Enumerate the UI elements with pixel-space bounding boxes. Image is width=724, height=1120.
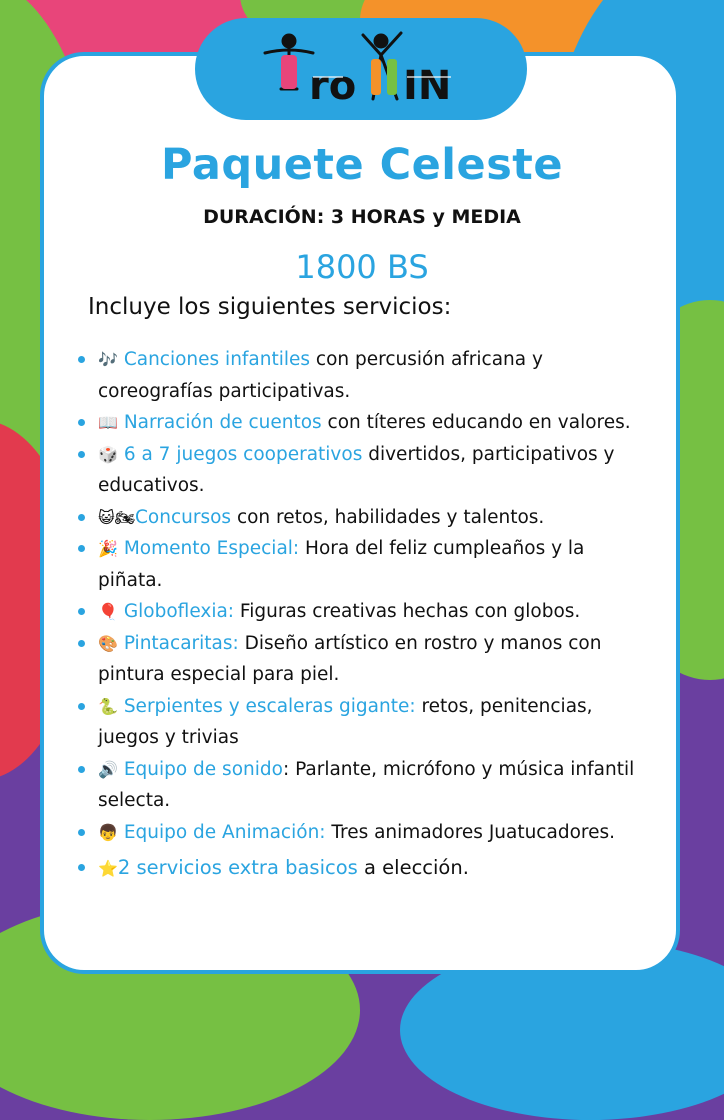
list-item — [74, 533, 654, 596]
list-item — [74, 628, 654, 691]
service-description: Tres animadores Juatucadores. — [325, 821, 615, 843]
service-highlight: 2 servicios extra basicos — [117, 856, 358, 879]
service-highlight: Narración de cuentos — [123, 412, 322, 433]
balloon-icon: 🎈 — [98, 602, 118, 621]
service-description: retos, penitencias, juegos y trivias — [98, 695, 593, 748]
logo-badge — [195, 18, 527, 120]
service-description: a elección. — [357, 856, 469, 879]
service-highlight: Equipo de Animación: — [123, 821, 326, 843]
list-item — [74, 852, 654, 885]
service-highlight: Concursos — [135, 506, 232, 528]
boy-icon: 👦 — [98, 822, 118, 842]
service-description: Hora del feliz cumpleaños y la piñata. — [98, 538, 585, 591]
price-text: 1800 BS — [295, 248, 429, 286]
palette-icon: 🎨 — [98, 633, 118, 653]
trokin-logo — [251, 29, 471, 109]
service-description: Diseño artístico en rostro y manos con pintura especial para piel. — [98, 632, 602, 685]
dice-icon: 🎲 — [98, 444, 118, 464]
service-highlight: Equipo de sonido — [123, 758, 283, 780]
page-title: Paquete Celeste — [160, 140, 564, 190]
duration-text: DURACIÓN: 3 HORAS y MEDIA — [203, 206, 521, 228]
intro-text: Incluye los siguientes servicios: — [88, 294, 452, 320]
logo-wordmark-right: IN — [403, 63, 452, 109]
list-item — [74, 502, 654, 534]
service-description: Figuras creativas hechas con globos. — [234, 601, 581, 622]
list-item — [74, 754, 654, 817]
speaker-icon: 🔊 — [98, 759, 118, 779]
book-icon: 📖 — [98, 413, 118, 432]
music-notes-icon: 🎶 — [98, 350, 118, 369]
service-highlight: Canciones infantiles — [123, 349, 311, 370]
logo-wordmark-left: ro — [309, 63, 357, 109]
snake-icon: 🐍 — [98, 696, 118, 716]
list-item — [74, 817, 654, 849]
list-item — [74, 344, 654, 407]
service-description: : Parlante, micrófono y música infantil selecta. — [98, 758, 635, 811]
services-list — [74, 344, 654, 885]
service-description: con títeres educando en valores. — [321, 412, 631, 433]
service-description: con retos, habilidades y talentos. — [231, 506, 545, 528]
list-item — [74, 596, 654, 628]
service-description: con percusión africana y coreografías participativas. — [98, 349, 543, 402]
party-popper-icon: 🎉 — [98, 539, 118, 558]
list-item — [74, 439, 654, 502]
service-description: divertidos, participativos y educativos. — [98, 443, 615, 496]
service-highlight: Globoflexia: — [123, 601, 235, 622]
star-icon: ⭐ — [98, 859, 118, 878]
service-highlight: Serpientes y escaleras gigante: — [123, 695, 416, 717]
list-item — [74, 407, 654, 439]
service-highlight: Momento Especial: — [123, 538, 300, 559]
service-highlight: Pintacaritas: — [123, 632, 239, 654]
cat-motorbike-icon: 😺🏍 — [98, 507, 135, 527]
service-highlight: 6 a 7 juegos cooperativos — [123, 443, 363, 465]
list-item — [74, 691, 654, 754]
